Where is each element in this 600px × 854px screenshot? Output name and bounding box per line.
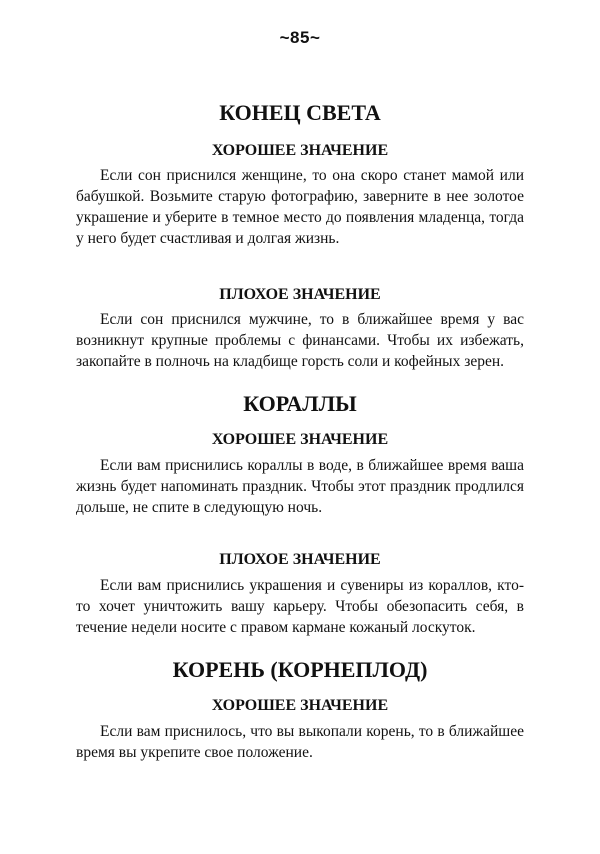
good-meaning-heading: ХОРОШЕЕ ЗНАЧЕНИЕ: [211, 431, 389, 448]
good-meaning-heading: ХОРОШЕЕ ЗНАЧЕНИЕ: [211, 142, 389, 159]
bad-meaning-heading: ПЛОХОЕ ЗНАЧЕНИЕ: [219, 551, 381, 568]
bad-meaning-heading: ПЛОХОЕ ЗНАЧЕНИЕ: [219, 286, 381, 303]
good-meaning-text: Если вам приснилось, что вы выкопали корень, то в ближайшее время вы укрепите свое положение.: [76, 723, 524, 761]
section-title-corals: КОРАЛЛЫ: [243, 391, 357, 416]
bad-meaning-text: Если вам приснились украшения и сувениры из кораллов, кто-то хочет уничтожить вашу карьеру. Чтобы обезопасить себя, в течение недели носите с правом кармане кожаный лоскуток.: [76, 577, 524, 636]
good-meaning-text: Если сон приснился женщине, то она скоро станет мамой или бабушкой. Возьмите старую фотографию, заверните в нее золотое украшение и уберите в темное место до появления младенца, тогда у него будет счастливая и долгая жизнь.: [76, 167, 524, 247]
section-title-root: КОРЕНЬ (КОРНЕПЛОД): [172, 657, 428, 682]
good-meaning-text: Если вам приснились кораллы в воде, в ближайшее время ваша жизнь будет напоминать праздник. Чтобы этот праздник продлился дольше, не спите в следующую ночь.: [76, 457, 524, 516]
bad-meaning-text: Если сон приснился мужчине, то в ближайшее время у вас возникнут крупные проблемы с финансами. Чтобы их избежать, закопайте в полночь на кладбище горсть соли и кофейных зерен.: [76, 311, 524, 370]
page-number: ~85~: [279, 28, 321, 47]
good-meaning-heading: ХОРОШЕЕ ЗНАЧЕНИЕ: [211, 697, 389, 714]
section-title-end-of-world: КОНЕЦ СВЕТА: [219, 100, 381, 125]
